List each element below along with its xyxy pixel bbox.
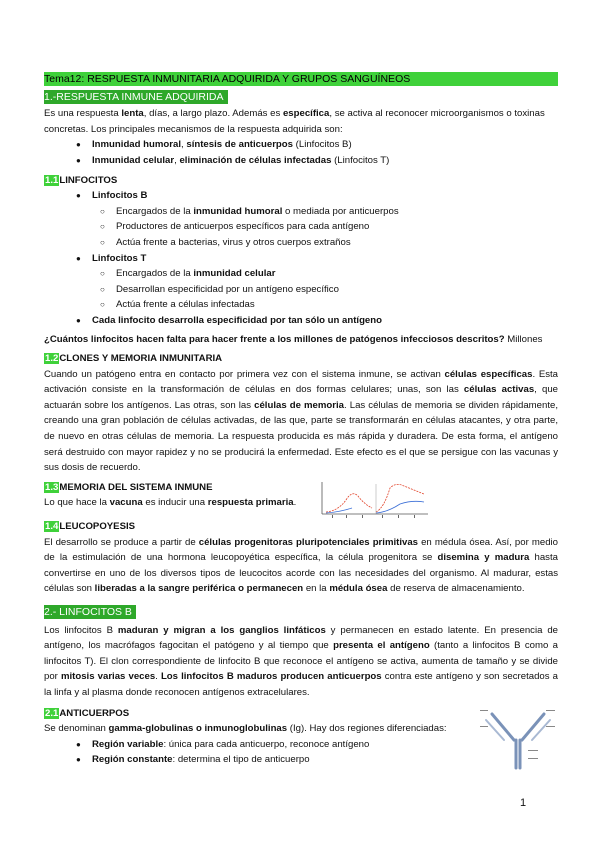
immune-response-graph [318, 478, 430, 520]
anticuerpos-text: Se denominan gamma-globulinas o inmunoglobulinas (Ig). Hay dos regiones diferenciadas: [44, 723, 447, 735]
list-item: ○ Actúa frente a células infectadas [44, 297, 558, 313]
list-item: ● Región variable: única para cada anticuerpo, reconoce antígeno [44, 737, 558, 753]
section-heading-1-4: 1.4LEUCOPOYESIS [45, 521, 136, 533]
list-item: ○ Encargados de la inmunidad humoral o mediada por anticuerpos [44, 204, 558, 220]
antibody-diagram [478, 706, 558, 772]
section-heading-1-2: 1.2CLONES Y MEMORIA INMUNITARIA [45, 353, 223, 365]
list-item: ● Linfocitos T ○ Encargados de la inmunidad celular ○ Desarrollan especificidad por un antígeno específico ○ Actúa frente a células infectadas [44, 251, 558, 313]
list-item: ○ Desarrollan especificidad por un antígeno específico [44, 282, 558, 298]
section-heading-1: 1.-RESPUESTA INMUNE ADQUIRIDA [44, 90, 228, 104]
section-heading-2: 2.- LINFOCITOS B [44, 605, 136, 619]
list-item: ● Inmunidad celular, eliminación de células infectadas (Linfocitos T) [44, 153, 558, 169]
question: ¿Cuántos linfocitos hacen falta para hacer frente a los millones de patógenos infecciosos descritos? Millones [44, 333, 543, 345]
list-item: ○ Encargados de la inmunidad celular [44, 266, 558, 282]
document-page [44, 72, 558, 768]
list-item: ● Cada linfocito desarrolla especificidad por tan sólo un antígeno [44, 313, 558, 329]
clones-paragraph: Cuando un patógeno entra en contacto por primera vez con el sistema inmune, se activan células específicas. Esta activación consiste en la transformación de células en dos formas celulares; unas, son las células activas, que actuarán sobre los antígenos. Las otras, son las células de memoria. Las células de memoria se dividen rápidamente, creando una gran población de células activadas, de las que, parte se transformarán en células atacantes, y otra parte, de nuevo en otras células de memoria. La respuesta producida es más rápida y duradera. De esta forma, el antígeno será destruido con mayor rapidez y no se producirá la enfermedad. Este efecto es el que se persigue con las vacunas y sus dosis de recuerdo. [44, 368, 559, 474]
leucopoyesis-paragraph: El desarrollo se produce a partir de células progenitoras pluripotenciales primitivas en médula ósea. Así, por medio de la estimulación de una hormona leucopoyética específica, la célula progenitora se disemina y madura hasta convertirse en uno de los diversos tipos de leucocitos acorde con las necesidades del organismo. Al madurar, estas células son liberadas a la sangre periférica o permanecen en la médula ósea de reserva de almacenamiento. [44, 536, 558, 595]
list-item: ● Linfocitos B ○ Encargados de la inmunidad humoral o mediada por anticuerpos ○ Productores de anticuerpos específicos para cada antígeno ○ Actúa frente a bacterias, virus y otros cuerpos extraños [44, 188, 558, 250]
list-item: ● Inmunidad humoral, síntesis de anticuerpos (Linfocitos B) [44, 137, 558, 153]
section-heading-2-1: 2.1ANTICUERPOS [45, 707, 130, 719]
page-title: Tema12: RESPUESTA INMUNITARIA ADQUIRIDA Y GRUPOS SANGUÍNEOS [44, 72, 558, 86]
list-item: ○ Actúa frente a bacterias, virus y otros cuerpos extraños [44, 235, 558, 251]
s1-intro: Es una respuesta lenta, días, a largo plazo. Además es específica, se activa al reconocer microorganismos o toxinas concretas. Los principales mecanismos de la respuesta adquirida son: [44, 108, 545, 135]
page-number: 1 [520, 797, 527, 809]
section-heading-1-3: 1.3MEMORIA DEL SISTEMA INMUNE [45, 481, 213, 493]
memoria-text: Lo que hace la vacuna es inducir una respuesta primaria. [44, 497, 297, 509]
list-item: ○ Productores de anticuerpos específicos para cada antígeno [44, 219, 558, 235]
linfocitos-list [44, 188, 558, 328]
section-heading-1-1: 1.1LINFOCITOS [45, 174, 118, 186]
linfocitos-b-paragraph: Los linfocitos B maduran y migran a los ganglios linfáticos y permanecen en estado latente. En presencia de antígeno, los macrófagos fagocitan el patógeno y al tiempo que presenta el antígeno (tanto a linfocitos B como a linfocitos T). El clon correspondiente de linfocito B que reconoce el antígeno se activa, aumenta de tamaño y se divide por mitosis varias veces. Los linfocitos B maduros producen anticuerpos contra este antígeno y son secretados a la linfa y al plasma donde reconocen antígenos extracelulares. [44, 624, 558, 698]
s1-list [44, 137, 558, 168]
list-item: ● Región constante: determina el tipo de anticuerpo [44, 752, 558, 768]
